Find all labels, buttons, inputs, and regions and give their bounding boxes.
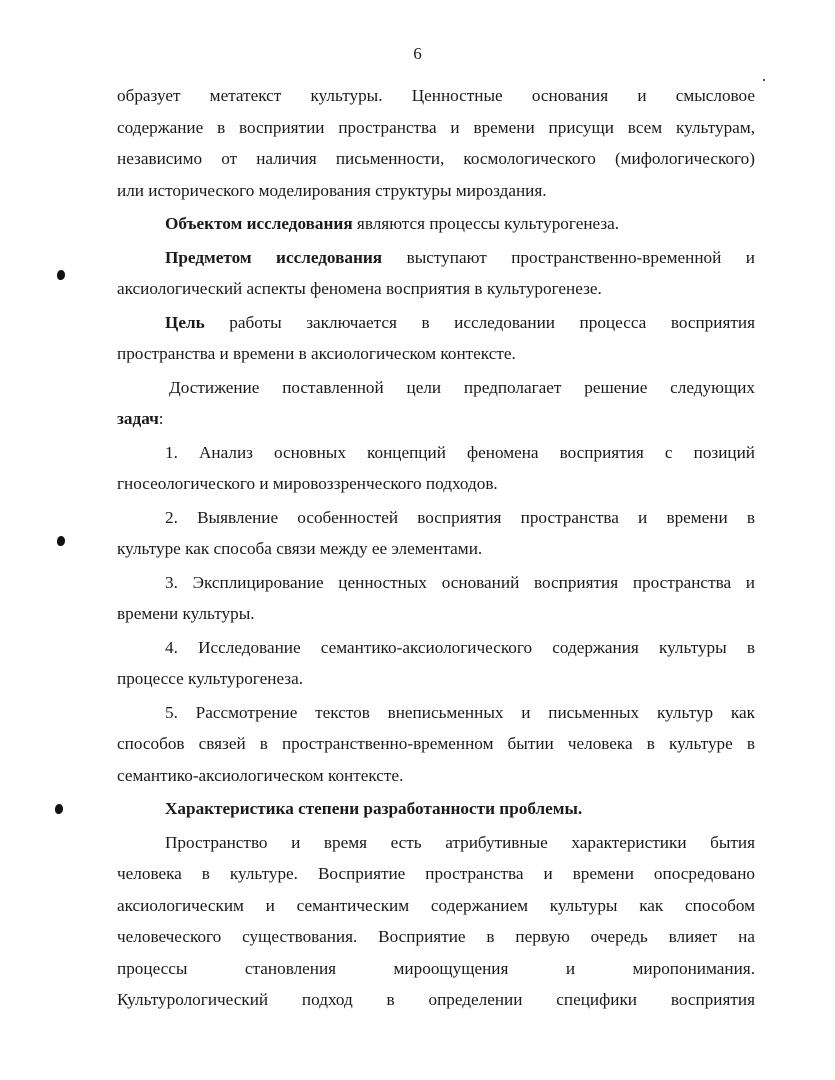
paragraph xyxy=(117,827,755,1016)
text-line: процессе культурогенеза. xyxy=(117,669,304,688)
margin-bullet-mark xyxy=(57,536,65,546)
text-fragment: : xyxy=(158,409,164,428)
paragraph-subject xyxy=(117,242,755,305)
text-line: культуре как способа связи между ее элементами. xyxy=(117,539,483,558)
paragraph-object xyxy=(117,208,755,240)
task-item xyxy=(117,697,755,792)
text-line: Пространство и время есть атрибутивные характеристики бытия xyxy=(165,832,755,852)
document-body xyxy=(117,80,755,1016)
heading-text xyxy=(117,793,755,825)
text-line: Культурологический подход в определении специфики восприятия xyxy=(117,990,755,1009)
text-line: человеческого существования. Восприятие в первую очередь влияет на xyxy=(117,927,755,946)
paragraph-tasks-intro xyxy=(117,372,755,435)
heading-bold: Характеристика степени разработанности проблемы. xyxy=(165,799,583,818)
text-line: Достижение поставленной цели предполагает решение следующих xyxy=(169,377,755,397)
text-line xyxy=(117,307,755,339)
text-line: человека в культуре. Восприятие пространства и времени опосредовано xyxy=(117,864,755,883)
page-number: 6 xyxy=(413,44,422,63)
text-line: способов связей в пространственно-временном бытии человека в культуре в xyxy=(117,734,755,753)
text-line xyxy=(117,403,755,435)
paragraph xyxy=(117,80,755,206)
scan-speck xyxy=(763,79,765,81)
task-item xyxy=(117,502,755,565)
term-object: Объектом исследования xyxy=(165,214,353,233)
text-line xyxy=(117,208,755,240)
text-line: гносеологического и мировоззренческого подходов. xyxy=(117,474,498,493)
term-tasks: задач xyxy=(117,409,159,428)
text-line: 4. Исследование семантико-аксиологического содержания культуры в xyxy=(165,637,755,657)
text-line: семантико-аксиологическом контексте. xyxy=(117,765,404,785)
text-line: времени культуры. xyxy=(117,604,255,623)
margin-bullet-mark xyxy=(55,804,63,814)
task-item xyxy=(117,437,755,500)
text-fragment: работы заключается в исследовании процесса восприятия xyxy=(204,312,755,332)
text-fragment: выступают пространственно-временной и xyxy=(382,247,755,267)
task-item xyxy=(117,567,755,630)
text-line: содержание в восприятии пространства и времени присущи всем культурам, xyxy=(117,117,755,137)
text-line xyxy=(117,242,755,274)
text-line: 3. Эксплицирование ценностных оснований восприятия пространства и xyxy=(165,572,755,592)
text-fragment: являются процессы культурогенеза. xyxy=(352,214,620,233)
text-line: независимо от наличия письменности, космологического (мифологического) xyxy=(117,149,755,168)
task-item xyxy=(117,632,755,695)
text-line: аксиологический аспекты феномена восприятия в культурогенезе. xyxy=(117,279,602,298)
term-goal: Цель xyxy=(165,312,205,332)
margin-bullet-mark xyxy=(57,270,65,280)
text-line: процессы становления мироощущения и миропонимания. xyxy=(117,958,755,978)
paragraph-goal xyxy=(117,307,755,370)
text-line: 1. Анализ основных концепций феномена восприятия с позиций xyxy=(165,442,755,462)
text-line: 5. Рассмотрение текстов внеписьменных и письменных культур как xyxy=(165,702,755,722)
text-line: пространства и времени в аксиологическом контексте. xyxy=(117,344,516,363)
text-line: 2. Выявление особенностей восприятия пространства и времени в xyxy=(165,507,755,527)
text-line: аксиологическим и семантическим содержанием культуры как способом xyxy=(117,895,755,915)
text-line: образует метатекст культуры. Ценностные основания и смысловое xyxy=(117,86,755,105)
section-heading xyxy=(117,793,755,825)
term-subject: Предметом исследования xyxy=(165,247,383,267)
text-line: или исторического моделирования структуры мироздания. xyxy=(117,180,547,200)
